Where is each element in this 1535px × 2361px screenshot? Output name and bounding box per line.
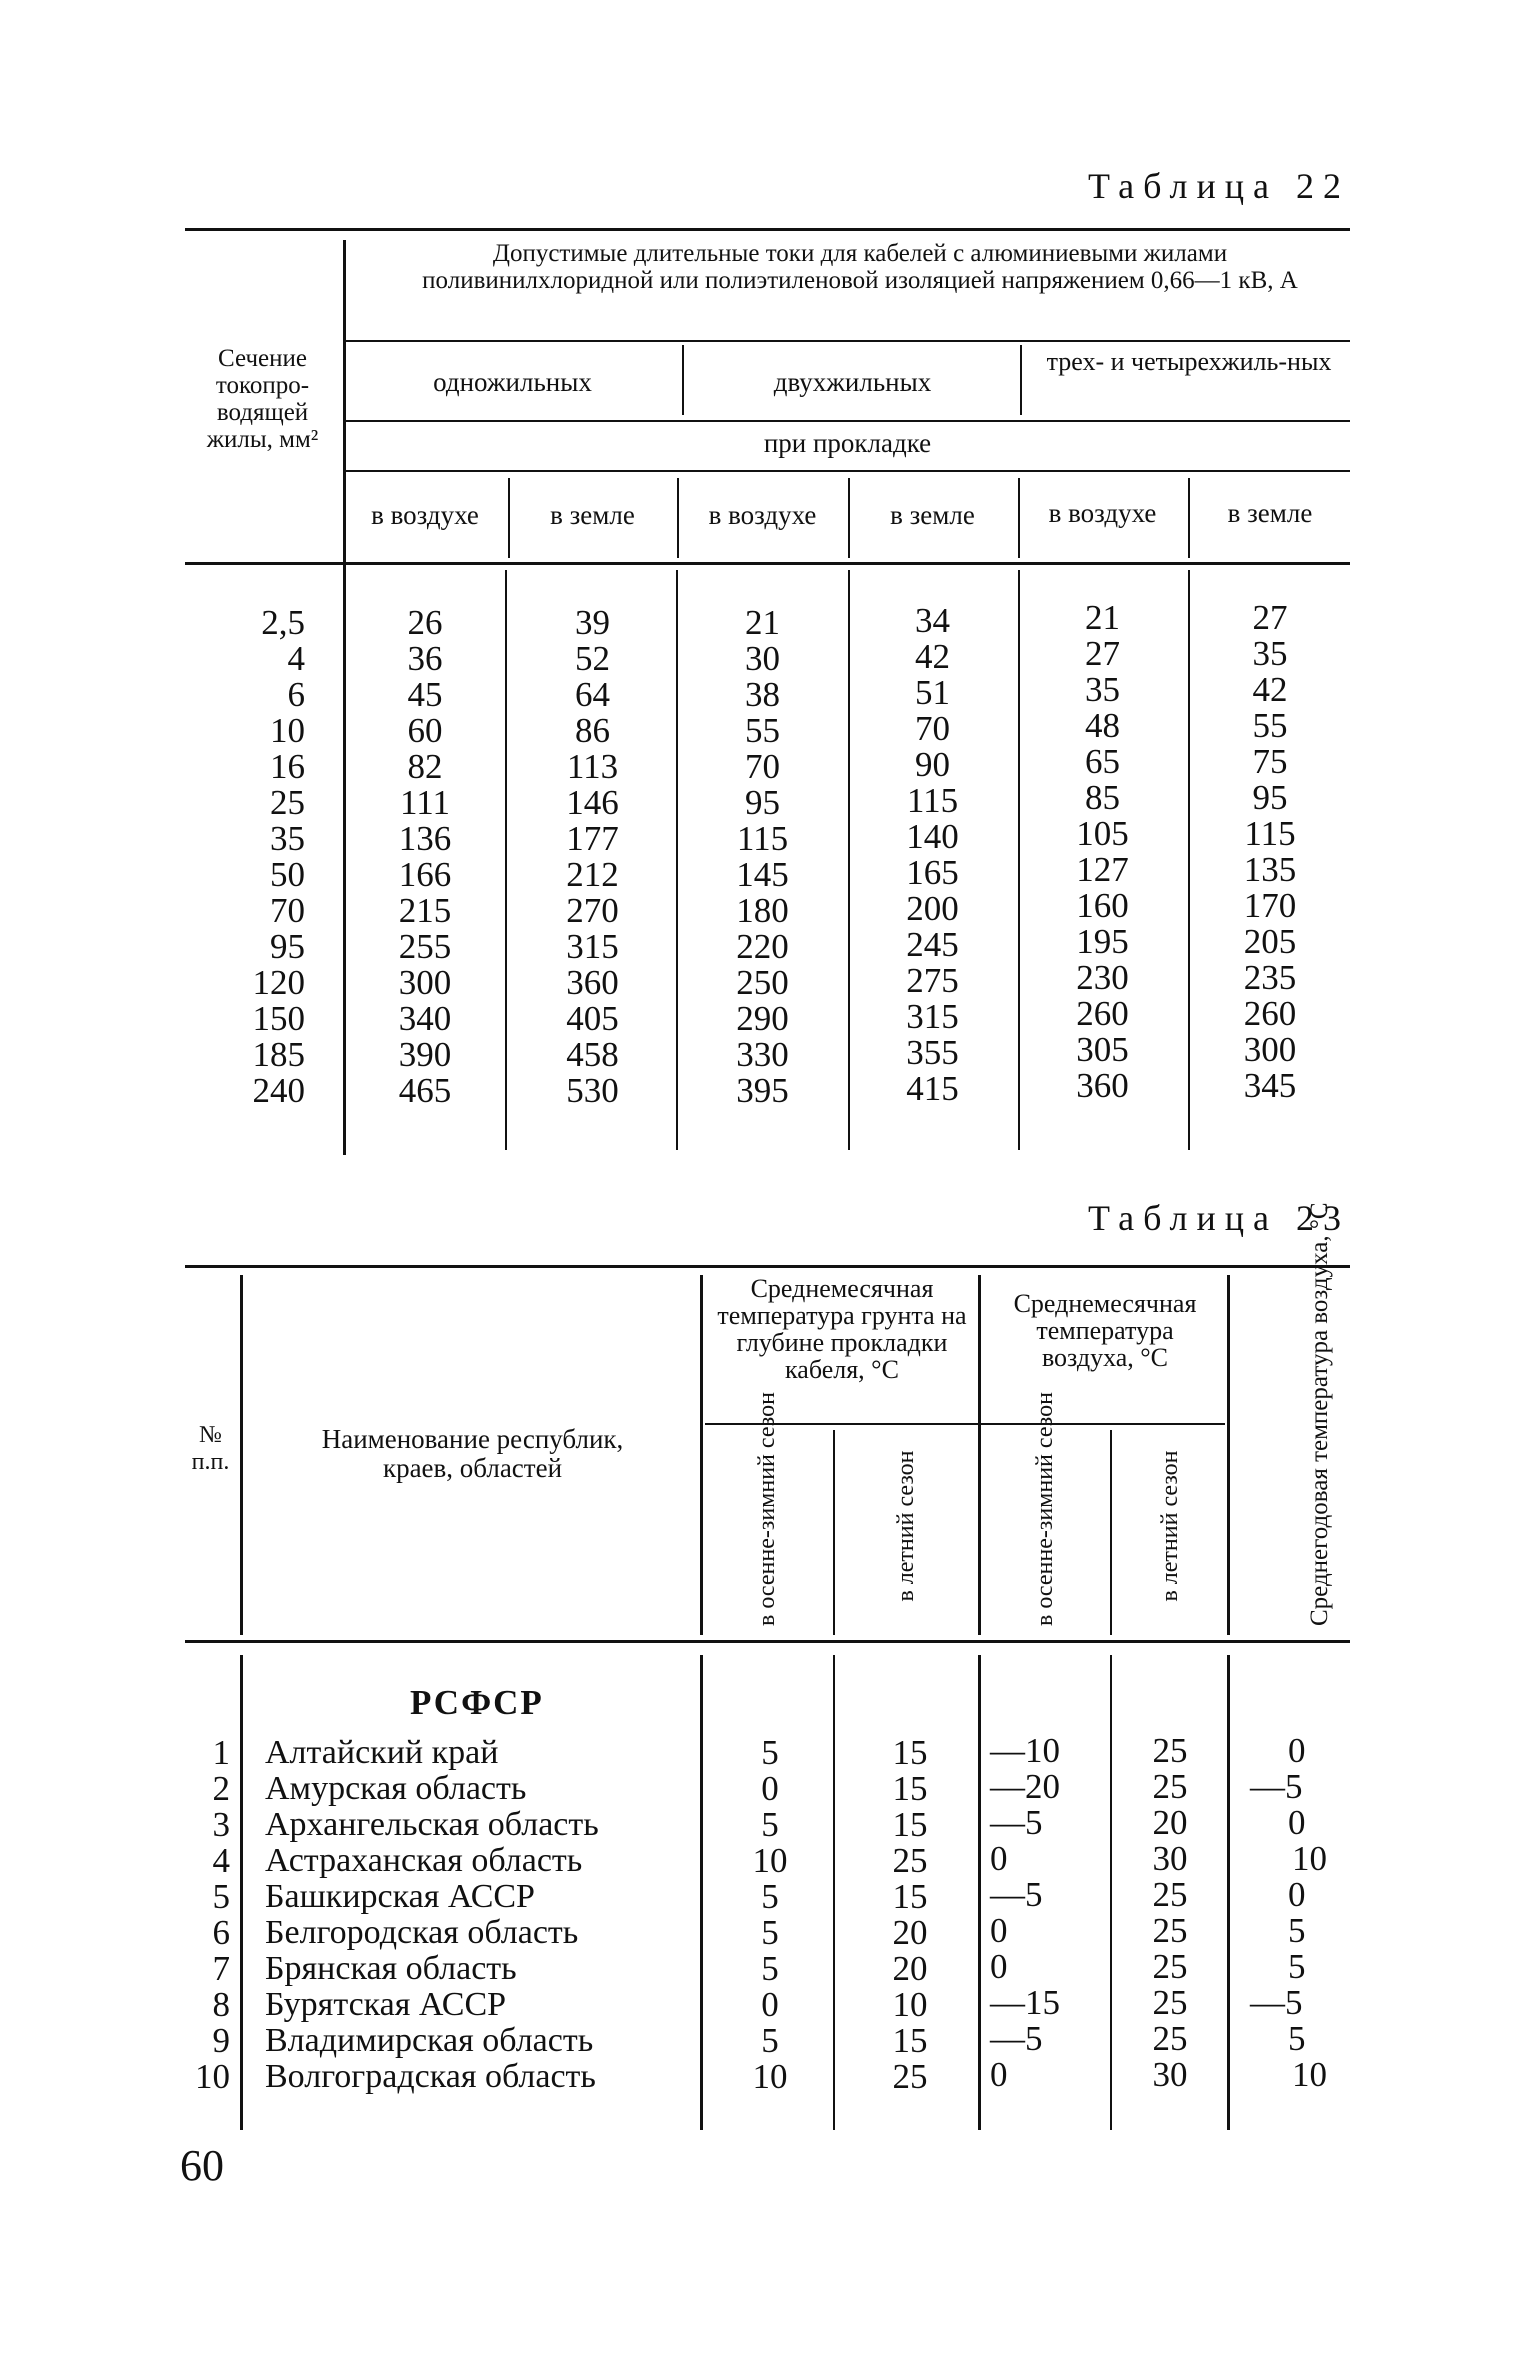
table-cell: 115 (736, 819, 789, 858)
table22-group-single: одножильных (433, 367, 592, 397)
table-cell: 7 (212, 1949, 230, 1988)
table23-air-winter-header: в осенне-зимний сезон (1032, 1392, 1058, 1626)
table23-col-line (700, 1655, 703, 2130)
table22-caption: Таблица 22 (1088, 166, 1350, 206)
table-cell: 55 (745, 711, 780, 750)
table-cell: 5 (761, 2021, 779, 2060)
table22-group-double: двухжильных (773, 367, 932, 397)
table23-top-rule (185, 1265, 1350, 1268)
table-cell: 166 (398, 855, 452, 894)
table-cell: 3 (212, 1805, 230, 1844)
table-cell: —5 (1250, 1767, 1303, 1806)
table-cell: 27 (1252, 598, 1288, 637)
table-cell: 85 (1085, 778, 1120, 817)
table-cell: 10 (195, 2057, 230, 2096)
table-cell: 65 (1085, 742, 1120, 781)
table22-rule (345, 470, 1350, 472)
table22-values-column (515, 605, 670, 1109)
table-cell: 9 (212, 2021, 230, 2060)
table-cell: 25 (892, 2057, 928, 2096)
table-cell: 330 (736, 1035, 789, 1074)
table-cell: 26 (407, 603, 443, 642)
table-cell: 15 (892, 2021, 928, 2060)
table-cell: 270 (566, 891, 619, 930)
table-cell: 10 (752, 2057, 788, 2096)
table-cell: 30 (745, 639, 780, 678)
table-cell: 0 (1288, 1731, 1306, 1770)
table-cell: 395 (736, 1071, 789, 1110)
table23-rule (705, 1423, 1225, 1425)
table-cell: 15 (892, 1805, 928, 1844)
table-cell: 0 (761, 1769, 779, 1808)
table-cell: 86 (575, 711, 610, 750)
table22-main-header: Допустимые длительные токи для кабелей с алюминиевыми жилами поливинилхлоридной или полиэтиленовой изоляцией напряжением 0,66—1 кВ, А (422, 240, 1298, 294)
table22-sub-header: в воздухе (1048, 498, 1157, 528)
table-cell: 0 (990, 2055, 1008, 2094)
table-cell: 315 (906, 997, 959, 1036)
table-cell: 200 (906, 889, 959, 928)
table23-col-line (1110, 1430, 1112, 1635)
table-cell: 5 (761, 1877, 779, 1916)
table-cell: 48 (1085, 706, 1120, 745)
table23-col-line (240, 1275, 243, 1635)
table-cell: 8 (212, 1985, 230, 2024)
table-cell: 15 (892, 1769, 928, 1808)
table-cell: 35 (1252, 634, 1288, 673)
table-cell: Алтайский край (265, 1734, 499, 1771)
table23-col-line (833, 1430, 835, 1635)
table23-header-rule (185, 1640, 1350, 1643)
table23-soil-winter-header: в осенне-зимний сезон (754, 1392, 780, 1626)
table23-nums-column (190, 1735, 230, 2095)
table-cell: 75 (1252, 742, 1288, 781)
table22-col-line (676, 570, 678, 1150)
table23-col-line (1227, 1655, 1230, 2130)
table22-col-line (848, 570, 850, 1150)
table-cell: 170 (1243, 886, 1297, 925)
table-cell: 355 (906, 1033, 959, 1072)
table22-col-line (682, 345, 684, 415)
table-cell: Бурятская АССР (265, 1986, 507, 2023)
table-cell: 36 (407, 639, 443, 678)
table-cell: 27 (1085, 634, 1120, 673)
table-cell: 260 (1076, 994, 1129, 1033)
table23-col-line (978, 1275, 981, 1635)
table-cell: Волгоградская область (265, 2058, 596, 2095)
table-cell: 25 (1152, 1875, 1188, 1914)
table22-values-column (350, 605, 500, 1109)
table-cell: 25 (1152, 1731, 1188, 1770)
table22-rule (345, 420, 1350, 422)
table22-col-line (1020, 345, 1022, 415)
table-cell: 2,5 (261, 603, 305, 642)
table22-sub-header: в земле (890, 500, 975, 530)
table22-sub-header: в воздухе (708, 500, 817, 530)
table-cell: 20 (892, 1949, 928, 1988)
table23-col-line (833, 1655, 835, 2130)
table22-col-line (1188, 570, 1190, 1150)
table-cell: —5 (1250, 1983, 1303, 2022)
table-cell: 530 (566, 1071, 619, 1110)
table-cell: 180 (736, 891, 789, 930)
table-cell: 160 (1076, 886, 1129, 925)
table-cell: 5 (761, 1913, 779, 1952)
table22-sub-header: в земле (1227, 498, 1313, 528)
table-cell: 95 (270, 927, 305, 966)
table-cell: 5 (761, 1733, 779, 1772)
table-cell: 260 (1243, 994, 1297, 1033)
table-cell: 230 (1076, 958, 1129, 997)
table-cell: 212 (566, 855, 619, 894)
table-cell: 70 (745, 747, 780, 786)
table-cell: 10 (892, 1985, 928, 2024)
table-cell: Башкирская АССР (265, 1878, 535, 1915)
table-cell: Амурская область (265, 1770, 527, 1807)
table-cell: 45 (407, 675, 443, 714)
table22-sections-column (195, 605, 305, 1109)
table22-laying: при прокладке (763, 428, 932, 458)
table-cell: 255 (398, 927, 452, 966)
table-cell: 115 (906, 781, 959, 820)
table-cell: 5 (212, 1877, 230, 1916)
table-cell: 465 (398, 1071, 452, 1110)
table-cell: 35 (270, 819, 305, 858)
table-cell: 5 (1288, 1947, 1306, 1986)
table22-values-column (1025, 600, 1180, 1104)
table22-sub-header: в земле (550, 500, 635, 530)
table-cell: 115 (1244, 814, 1296, 853)
table-cell: 0 (761, 1985, 779, 2024)
table-cell: 90 (915, 745, 950, 784)
table22-top-rule (185, 228, 1350, 231)
table-cell: —5 (990, 1875, 1043, 1914)
table-cell: 10 (1292, 1839, 1327, 1878)
page-number: 60 (180, 2141, 224, 2190)
table-cell: 390 (398, 1035, 452, 1074)
table-cell: 105 (1076, 814, 1129, 853)
table-cell: 165 (906, 853, 959, 892)
table-cell: 42 (915, 637, 950, 676)
table-cell: 25 (1152, 1947, 1188, 1986)
table-cell: 70 (270, 891, 305, 930)
table-cell: 345 (1243, 1066, 1297, 1105)
table22-col-line (1018, 570, 1020, 1150)
table-cell: 10 (270, 711, 305, 750)
table-cell: 305 (1076, 1030, 1129, 1069)
table-cell: 0 (990, 1947, 1008, 1986)
table-cell: 360 (1076, 1066, 1129, 1105)
table23-col-line (240, 1655, 243, 2130)
table-cell: 127 (1076, 850, 1129, 889)
table-cell: 39 (575, 603, 610, 642)
table-cell: 140 (906, 817, 959, 856)
table-cell: 245 (906, 925, 959, 964)
table-cell: 95 (745, 783, 780, 822)
table-cell: Брянская область (265, 1950, 517, 1987)
table-cell: 240 (252, 1071, 305, 1110)
table-cell: 25 (270, 783, 305, 822)
table-cell: 25 (1152, 1911, 1188, 1950)
table-cell: 111 (400, 783, 450, 822)
table-cell: 95 (1252, 778, 1288, 817)
table22-col-line (505, 570, 507, 1150)
table23-annual-header: Среднегодовая температура воздуха, °С (1306, 1202, 1333, 1626)
table22-col-line (677, 478, 679, 558)
table-cell: 64 (575, 675, 610, 714)
table-cell: Архангельская область (265, 1806, 599, 1843)
table-cell: —10 (990, 1731, 1060, 1770)
table-cell: 235 (1243, 958, 1297, 997)
table-cell: 315 (566, 927, 619, 966)
table-cell: 25 (1152, 1767, 1188, 1806)
table23-air-summer-header: в летний сезон (1157, 1450, 1183, 1602)
table-cell: 42 (1252, 670, 1288, 709)
table-cell: 21 (745, 603, 780, 642)
table23-col-line (1110, 1655, 1112, 2130)
table23-soil-header: Среднемесячная температура грунта на глубине прокладки кабеля, °С (717, 1274, 967, 1384)
table-cell: 5 (1288, 2019, 1306, 2058)
table-cell: 215 (398, 891, 452, 930)
table-cell: 52 (575, 639, 610, 678)
table-cell: 195 (1076, 922, 1129, 961)
table-cell: 4 (287, 639, 305, 678)
table-cell: 300 (1243, 1030, 1297, 1069)
table-cell: 5 (1288, 1911, 1306, 1950)
table23-region-heading: РСФСР (410, 1683, 544, 1722)
table-cell: 15 (892, 1733, 928, 1772)
table-cell: 55 (1252, 706, 1288, 745)
table23-col-line (700, 1275, 703, 1635)
table23-col-line (1227, 1275, 1230, 1635)
table22-values-column (855, 603, 1010, 1107)
table-cell: 275 (906, 961, 959, 1000)
table-cell: 25 (1152, 1983, 1188, 2022)
table22-sub-header: в воздухе (371, 500, 479, 530)
table-cell: 38 (745, 675, 780, 714)
table-cell: 25 (892, 1841, 928, 1880)
table-cell: 220 (736, 927, 789, 966)
table-cell: 185 (252, 1035, 305, 1074)
table-cell: 6 (212, 1913, 230, 1952)
table-cell: 0 (1288, 1803, 1306, 1842)
table23-name-header: Наименование республик, краев, областей (321, 1424, 624, 1483)
table23-air-summer-column (1115, 1733, 1225, 2093)
table23-air-header: Среднемесячная температура воздуха, °С (1013, 1289, 1197, 1372)
table-cell: 145 (736, 855, 789, 894)
table22-rule (345, 340, 1350, 342)
table-cell: 15 (892, 1877, 928, 1916)
table-cell: 21 (1085, 598, 1120, 637)
table23-air-winter-column (990, 1733, 1100, 2093)
table-cell: 25 (1152, 2019, 1188, 2058)
table-cell: —15 (990, 1983, 1060, 2022)
table-cell: 150 (252, 999, 305, 1038)
table-cell: 120 (252, 963, 305, 1002)
table-cell: 136 (398, 819, 452, 858)
table-cell: 0 (990, 1839, 1008, 1878)
table-cell: 35 (1085, 670, 1120, 709)
table-cell: 290 (736, 999, 789, 1038)
table-cell: 340 (398, 999, 452, 1038)
table-cell: 5 (761, 1805, 779, 1844)
table23-annual-column (1240, 1733, 1345, 2093)
table-cell: 113 (566, 747, 619, 786)
table-cell: 10 (752, 1841, 788, 1880)
table23-soil-summer-header: в летний сезон (893, 1450, 919, 1602)
table-cell: 20 (1152, 1803, 1188, 1842)
table-cell: 51 (915, 673, 950, 712)
table-cell: 5 (761, 1949, 779, 1988)
table-cell: 0 (990, 1911, 1008, 1950)
table-cell: 70 (915, 709, 950, 748)
table-cell: —20 (990, 1767, 1060, 1806)
table-cell: 135 (1243, 850, 1297, 889)
table-cell: 34 (915, 601, 950, 640)
table22-values-column (685, 605, 840, 1109)
table-cell: 10 (1292, 2055, 1327, 2094)
table-cell: 146 (566, 783, 619, 822)
table22-section-header: Сечение токопро-водящей жилы, мм² (206, 345, 319, 453)
table-cell: 2 (212, 1769, 230, 1808)
table23-caption: Таблица 23 (1088, 1198, 1350, 1238)
table-cell: 50 (270, 855, 305, 894)
table23-soil-winter-column (710, 1735, 830, 2095)
table-cell: 405 (566, 999, 619, 1038)
table-cell: 360 (566, 963, 619, 1002)
table-cell: 30 (1152, 2055, 1188, 2094)
table22-header-rule (185, 562, 1350, 565)
table-cell: Астраханская область (265, 1842, 583, 1879)
table-cell: 300 (398, 963, 452, 1002)
table23-col-line (978, 1655, 981, 2130)
table-cell: 0 (1288, 1875, 1306, 1914)
table-cell: 250 (736, 963, 789, 1002)
table-cell: 177 (566, 819, 619, 858)
table-cell: 415 (906, 1069, 959, 1108)
table-cell: Белгородская область (265, 1914, 579, 1951)
table22-values-column (1195, 600, 1345, 1104)
table-cell: Владимирская область (265, 2022, 594, 2059)
table-cell: 205 (1243, 922, 1297, 961)
table23-soil-summer-column (845, 1735, 975, 2095)
table-cell: 20 (892, 1913, 928, 1952)
table-cell: 6 (287, 675, 305, 714)
table23-num-header: № п.п. (191, 1422, 230, 1475)
table-cell: 4 (212, 1841, 230, 1880)
table-cell: 1 (212, 1733, 230, 1772)
table-cell: 82 (407, 747, 443, 786)
table-cell: 458 (566, 1035, 619, 1074)
table-cell: 60 (407, 711, 443, 750)
table-cell: 16 (270, 747, 305, 786)
table-cell: —5 (990, 2019, 1043, 2058)
table-cell: 30 (1152, 1839, 1188, 1878)
table23-names-column (265, 1735, 690, 2095)
table-cell: —5 (990, 1803, 1043, 1842)
table22-group-multi: трех- и четырехжиль-ных (1046, 347, 1332, 376)
